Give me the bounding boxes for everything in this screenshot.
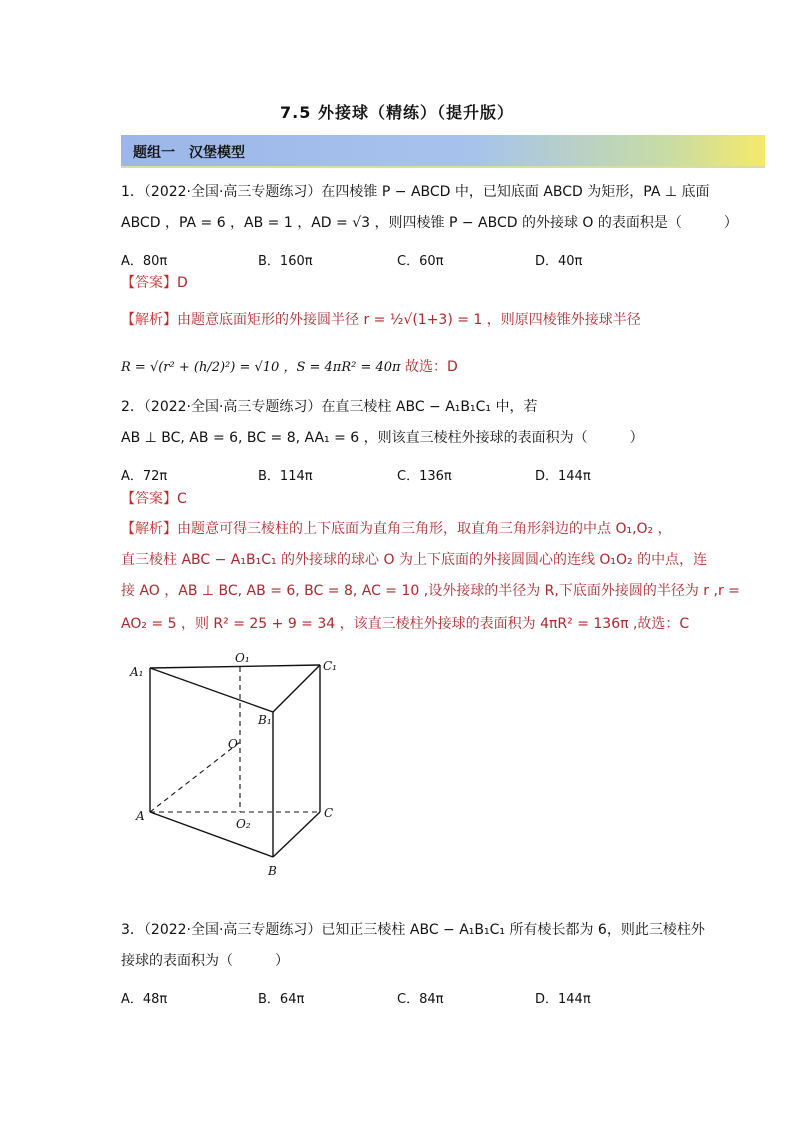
edge-a-b <box>150 812 273 857</box>
q1-analysis-line2 <box>121 357 458 378</box>
q2-analysis-line1 <box>121 519 672 539</box>
q1-option-a: A．80π <box>121 254 168 269</box>
q2-analysis-text1: 由题意可得三棱柱的上下底面为直角三角形，取直角三角形斜边的中点 O₁,O₂ ， <box>177 521 672 537</box>
q1-analysis-conclusion: 故选：D <box>400 359 458 375</box>
q2-analysis-line4: AO₂ = 5 ，则 R² = 25 + 9 = 34 ，该直三棱柱外接球的表面积为 4πR² = 136π ,故选：C <box>121 616 690 632</box>
q2-option-a: A．72π <box>121 469 168 484</box>
section-header <box>121 135 765 166</box>
label-c1: C₁ <box>323 659 337 673</box>
q3-stem-line2: 接球的表面积为（ ） <box>121 953 289 969</box>
edge-a1-b1 <box>150 668 273 712</box>
q1-analysis-tag: 【解析】 <box>121 312 177 328</box>
q2-analysis-line3: 接 AO ，AB ⊥ BC, AB = 6, BC = 8, AC = 10 ,设外接球的半径为 R,下底面外接圆的半径为 r ,r = <box>121 583 740 599</box>
q1-option-d: D．40π <box>535 254 583 269</box>
q2-analysis-tag: 【解析】 <box>121 521 177 537</box>
q2-option-c: C．136π <box>397 469 452 484</box>
q1-answer-value: D <box>177 275 188 291</box>
line-a-o <box>150 742 240 812</box>
label-b: B <box>268 864 277 878</box>
q2-option-b: B．114π <box>258 469 313 484</box>
q2-option-d: D．144π <box>535 469 591 484</box>
q1-stem-line1: 1．（2022·全国·高三专题练习）在四棱锥 P − ABCD 中，已知底面 ABCD 为矩形，PA ⊥ 底面 <box>121 184 710 200</box>
q1-analysis-line1 <box>121 310 641 330</box>
q3-option-a: A．48π <box>121 992 168 1007</box>
label-b1: B₁ <box>258 713 272 727</box>
q1-option-b: B．160π <box>258 254 313 269</box>
q1-answer <box>121 273 188 293</box>
q3-option-c: C．84π <box>397 992 444 1007</box>
label-c: C <box>324 806 334 820</box>
prism-figure <box>120 650 350 890</box>
label-a1: A₁ <box>130 665 144 679</box>
label-a: A <box>136 809 145 823</box>
edge-b-c <box>273 812 320 857</box>
q1-option-c: C．60π <box>397 254 444 269</box>
q1-answer-tag: 【答案】 <box>121 275 177 291</box>
q2-answer-tag: 【答案】 <box>121 491 177 507</box>
label-o2: O₂ <box>236 817 251 831</box>
q2-answer-value: C <box>177 491 187 507</box>
section-title: 题组一 汉堡模型 <box>133 145 245 161</box>
label-o: O <box>228 737 238 751</box>
q3-option-d: D．144π <box>535 992 591 1007</box>
label-o1: O₁ <box>235 651 250 665</box>
q3-option-b: B．64π <box>258 992 305 1007</box>
edge-b1-c1 <box>273 665 320 712</box>
edge-a1-c1 <box>150 665 320 668</box>
q3-stem-line1: 3．（2022·全国·高三专题练习）已知正三棱柱 ABC − A₁B₁C₁ 所有棱长都为 6，则此三棱柱外 <box>121 922 705 938</box>
q1-stem-line2: ABCD ，PA = 6 ，AB = 1 ，AD = √3 ，则四棱锥 P − ABCD 的外接球 O 的表面积是（ ） <box>121 215 738 231</box>
q2-analysis-line2: 直三棱柱 ABC − A₁B₁C₁ 的外接球的球心 O 为上下底面的外接圆圆心的连线 O₁O₂ 的中点，连 <box>121 552 708 568</box>
q2-stem-line2: AB ⊥ BC, AB = 6, BC = 8, AA₁ = 6 ，则该直三棱柱外接球的表面积为（ ） <box>121 430 644 446</box>
q2-stem-line1: 2．（2022·全国·高三专题练习）在直三棱柱 ABC − A₁B₁C₁ 中，若 <box>121 399 538 415</box>
page-title: 7.5 外接球（精练）（提升版） <box>280 103 514 122</box>
q1-analysis-formula: R = √(r² + (h/2)²) = √10 ，S = 4πR² = 40π <box>121 360 401 375</box>
q2-answer <box>121 489 187 509</box>
q1-analysis-text1: 由题意底面矩形的外接圆半径 r = ½√(1+3) = 1 ，则原四棱锥外接球半径 <box>177 312 641 328</box>
